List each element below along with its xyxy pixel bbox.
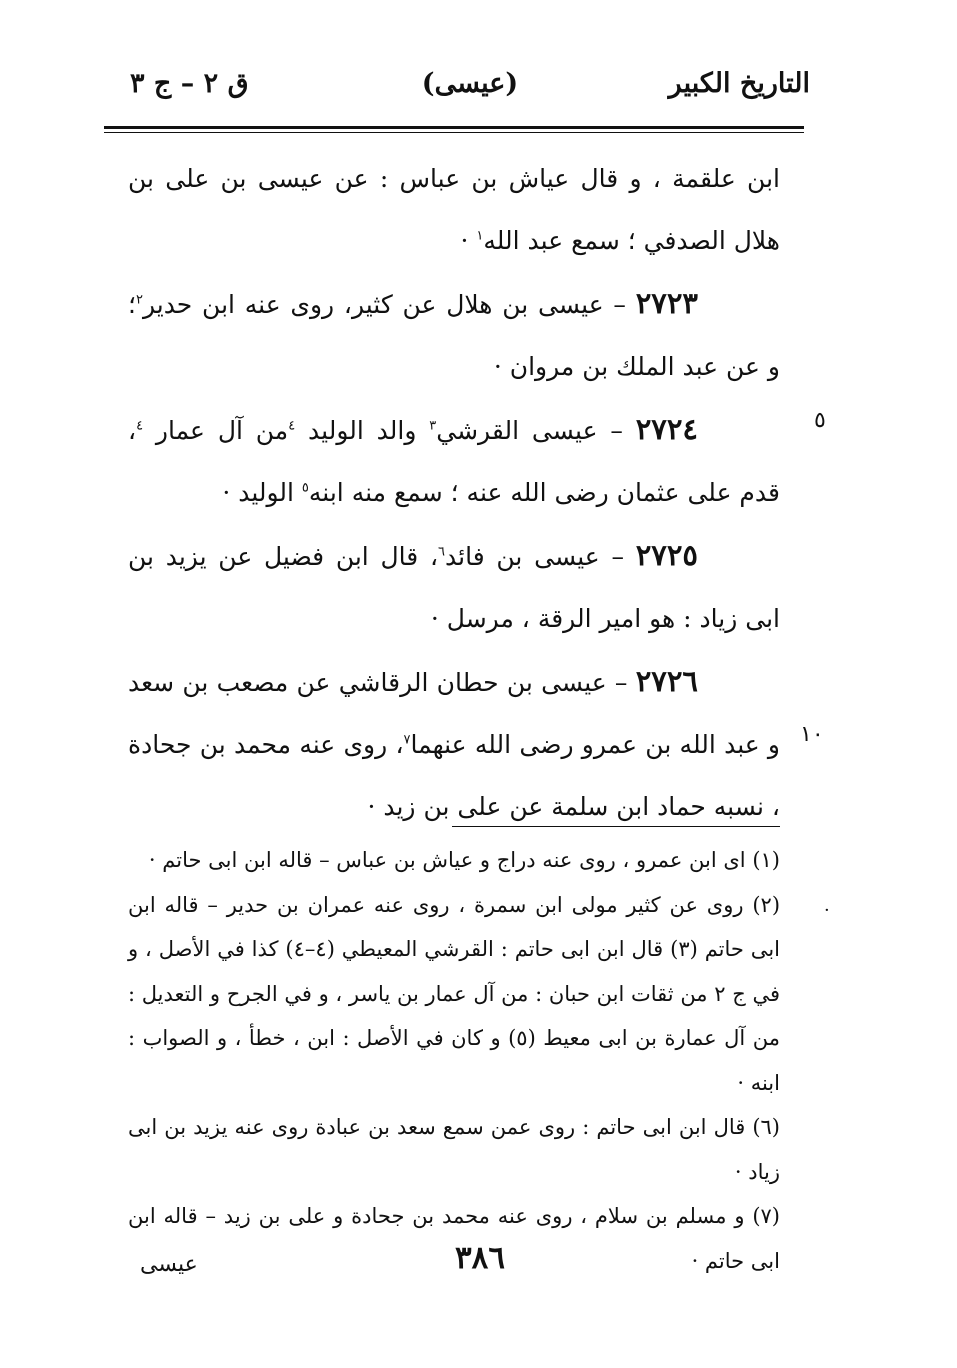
footnote-ref: ٢ [135,292,143,308]
paragraph-text: ابن علقمة ، و قال عياش بن عباس : عن عيسى بن على بن هلال الصدفي ؛ سمع عبد الله [128,164,780,255]
continuation-paragraph [128,148,780,272]
header-rule-thick [104,126,804,129]
footnote-ref: ٦ [438,544,446,560]
paragraph-end: · [460,226,477,255]
entry-number: ٢٧٢٤ [635,412,698,446]
page-number: ٣٨٦ [455,1240,505,1276]
entry-number: ٢٧٢٣ [635,286,698,320]
entry-text: ، روى عنه محمد بن جحادة ، نسبه حماد ابن سلمة عن على بن زيد · [128,730,780,821]
footnote-ref: ١ [476,228,484,244]
book-title: التاريخ الكبير [668,68,810,99]
entry-text: – عيسى القرشي [436,416,636,445]
entry-text: ، قدم على عثمان رضى الله عنه ؛ سمع منه ابنه [128,416,780,507]
line-number-10: ١٠ [800,722,824,747]
entry-number: ٢٧٢٥ [635,538,699,572]
footnote-ref: ٥ [301,480,309,496]
margin-dot: · [824,900,830,921]
catch-word: عيسى [140,1252,198,1277]
entry-2724 [128,398,780,524]
entry-2726 [128,650,780,838]
footnote-separator [452,826,780,827]
footnote-ref: ٧ [403,732,411,748]
footnote: (٧) و مسلم بن سلام ، روى عنه محمد بن جحادة و على بن زيد – قاله ابن ابى حاتم · [128,1204,780,1273]
footnote: (٢) روى عن كثير مولى ابن سمرة ، روى عنه عمران بن حدير – قاله ابن ابى حاتم (٣) قال ابن ابى حاتم : القرشي المعيطي (٤–٤) كذا في الأصل ، و في ج ٢ من ثقات ابن حبان : من آل عمار بن ياسر ، و في الجرح و التعديل : من آل عمارة بن ابى معيط (٥) و كان في الأصل : ابن ، خطأ ، و الصواب : ابنه · [128,892,781,1095]
entry-number: ٢٧٢٦ [635,664,698,698]
footnote: (١) اى ابن عمرو ، روى عنه دراج و عياش بن عباس – قاله ابن ابى حاتم · [148,848,780,872]
entry-text: والد الوليد [295,416,430,445]
entry-text: – عيسى بن هلال عن كثير، روى عنه ابن حدير [142,290,636,319]
page-footer [140,1240,820,1290]
footnote: (٦) قال ابن ابى حاتم : روى عمن سمع سعد بن عبادة روى عنه يزيد بن ابى زياد · [128,1115,780,1184]
volume-reference: ق ٢ – ج ٣ [130,68,249,99]
line-number-5: ٥ [814,408,826,433]
main-text [128,148,780,838]
entry-text: – عيسى بن حطان الرقاشي عن مصعب بن سعد و عبد الله بن عمرو رضى الله عنهما [128,668,780,759]
header-rule-thin [104,132,804,133]
entry-2723 [128,272,780,398]
footnote-ref: ٤ [288,418,296,434]
section-name: (عيسى) [421,68,519,99]
footnotes-section [128,838,780,1283]
running-header [130,68,810,118]
entry-text: من آل عمار [143,416,289,445]
entry-text: الوليد · [222,478,302,507]
entry-text: ، قال ابن فضيل عن يزيد بن ابى زياد : هو امير الرقة ، مرسل · [128,542,780,633]
entry-text: – عيسى بن فائد [445,542,636,571]
entry-text: ؛ و عن عبد الملك بن مروان · [128,290,780,381]
footnote-ref: ٤ [136,418,144,434]
footnote-ref: ٣ [429,418,437,434]
entry-2725 [128,524,780,650]
